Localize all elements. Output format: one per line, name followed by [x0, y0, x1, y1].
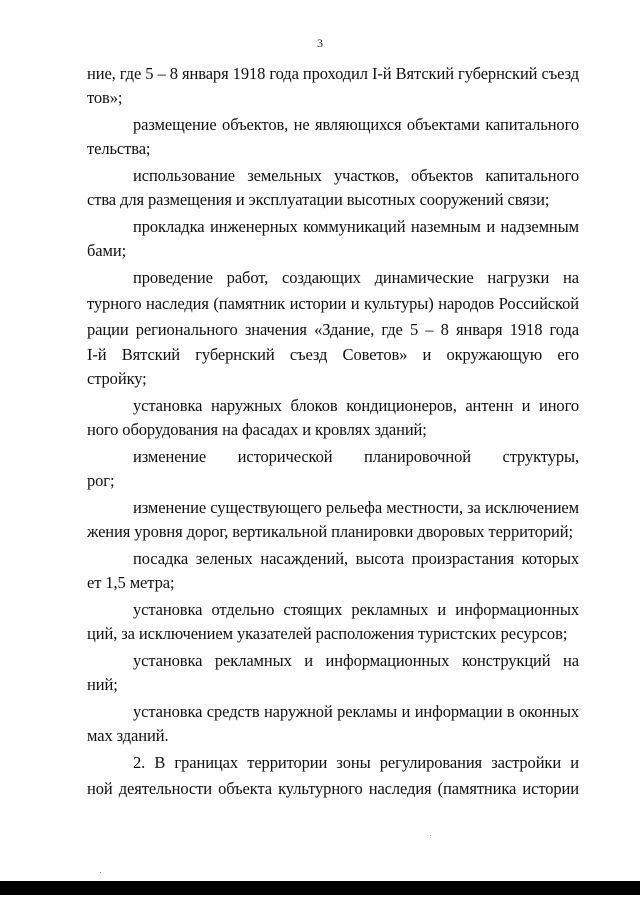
text-line: стройку;: [87, 369, 147, 388]
text-line: установка средств наружной рекламы и информации в оконных: [133, 702, 579, 721]
scan-speck: [100, 872, 101, 873]
text-line: рог;: [87, 471, 115, 490]
text-line: I-й Вятский губернский съезд Советов» и окружающую его: [87, 345, 579, 364]
text-line: ние, где 5 – 8 января 1918 года проходил I-й Вятский губернский съезд: [87, 64, 579, 83]
text-line: ной деятельности объекта культурного наследия (памятника истории: [87, 779, 579, 798]
text-line: использование земельных участков, объектов капитального: [133, 166, 579, 185]
scan-speck: [430, 835, 431, 836]
text-line: турного наследия (памятник истории и культуры) народов Российской: [87, 294, 579, 313]
text-line: мах зданий.: [87, 726, 169, 745]
page-number: 3: [317, 36, 323, 50]
text-line: проведение работ, создающих динамические нагрузки на: [133, 268, 579, 287]
text-line: рации регионального значения «Здание, где 5 – 8 января 1918 года: [87, 320, 579, 339]
text-line: бами;: [87, 241, 127, 260]
text-line: ного оборудования на фасадах и кровлях зданий;: [87, 420, 427, 439]
text-line: ства для размещения и эксплуатации высотных сооружений связи;: [87, 190, 550, 209]
scan-bottom-border: [0, 881, 640, 895]
text-line: ет 1,5 метра;: [87, 573, 175, 592]
text-line: ций, за исключением указателей расположения туристских ресурсов;: [87, 624, 568, 643]
text-line: жения уровня дорог, вертикальной планировки дворовых территорий;: [87, 522, 573, 541]
text-line: тельства;: [87, 139, 151, 158]
text-line: установка отдельно стоящих рекламных и информационных: [133, 600, 579, 619]
text-line: размещение объектов, не являющихся объектами капитального: [133, 115, 579, 134]
text-line: прокладка инженерных коммуникаций наземным и надземным: [133, 217, 579, 236]
text-line: посадка зеленых насаждений, высота произрастания которых: [133, 549, 579, 568]
text-line: тов»;: [87, 88, 123, 107]
text-line: изменение исторической планировочной структуры,: [133, 447, 579, 466]
text-line: установка рекламных и информационных конструкций на: [133, 651, 579, 670]
text-line: 2. В границах территории зоны регулирования застройки и: [133, 753, 579, 772]
text-line: ний;: [87, 675, 118, 694]
text-line: изменение существующего рельефа местности, за исключением: [133, 498, 579, 517]
text-line: установка наружных блоков кондиционеров, антенн и иного: [133, 396, 579, 415]
